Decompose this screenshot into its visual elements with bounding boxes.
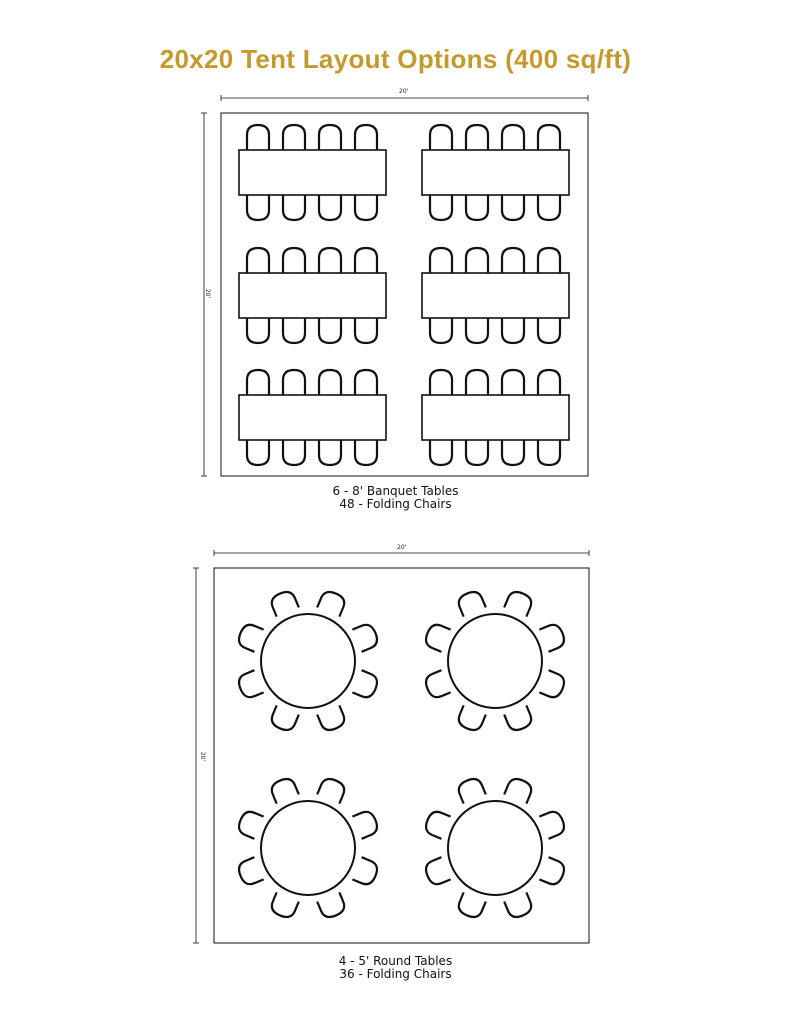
folding-chair <box>430 125 452 150</box>
folding-chair <box>504 589 534 617</box>
round-table-group <box>423 589 567 733</box>
round-layout-diagram <box>193 550 589 943</box>
round-table <box>261 614 355 708</box>
banquet-table <box>239 395 386 440</box>
round-table <box>261 801 355 895</box>
folding-chair <box>269 776 299 804</box>
folding-chair <box>538 195 560 220</box>
folding-chair <box>423 622 451 652</box>
banquet-table-group <box>422 125 569 220</box>
folding-chair <box>456 705 486 733</box>
folding-chair <box>502 440 524 465</box>
folding-chair <box>355 370 377 395</box>
folding-chair <box>247 370 269 395</box>
folding-chair <box>319 370 341 395</box>
folding-chair <box>319 195 341 220</box>
layout1-width-label: 20' <box>399 88 409 95</box>
banquet-table <box>422 150 569 195</box>
folding-chair <box>430 248 452 273</box>
folding-chair <box>456 776 486 804</box>
folding-chair <box>355 248 377 273</box>
round-table-group <box>236 776 380 920</box>
folding-chair <box>502 195 524 220</box>
folding-chair <box>502 318 524 343</box>
folding-chair <box>538 248 560 273</box>
folding-chair <box>539 670 567 700</box>
folding-chair <box>423 857 451 887</box>
layout1-caption-tables: 6 - 8' Banquet Tables <box>332 484 459 498</box>
folding-chair <box>269 892 299 920</box>
layout2-height-label: 20' <box>199 751 207 762</box>
folding-chair <box>430 318 452 343</box>
banquet-table <box>422 273 569 318</box>
banquet-table-group <box>239 248 386 343</box>
page-title: 20x20 Tent Layout Options (400 sq/ft) <box>159 44 632 74</box>
folding-chair <box>317 705 347 733</box>
folding-chair <box>283 370 305 395</box>
folding-chair <box>236 809 264 839</box>
folding-chair <box>352 622 380 652</box>
folding-chair <box>283 440 305 465</box>
folding-chair <box>319 248 341 273</box>
banquet-table-group <box>239 370 386 465</box>
round-table <box>448 614 542 708</box>
folding-chair <box>430 440 452 465</box>
folding-chair <box>456 892 486 920</box>
folding-chair <box>317 892 347 920</box>
folding-chair <box>430 370 452 395</box>
round-table <box>448 801 542 895</box>
folding-chair <box>538 370 560 395</box>
folding-chair <box>319 318 341 343</box>
folding-chair <box>538 125 560 150</box>
folding-chair <box>355 440 377 465</box>
folding-chair <box>502 248 524 273</box>
round-table-group <box>236 589 380 733</box>
banquet-table-group <box>422 248 569 343</box>
layout2-caption-chairs: 36 - Folding Chairs <box>339 967 452 981</box>
folding-chair <box>236 857 264 887</box>
folding-chair <box>317 776 347 804</box>
folding-chair <box>319 440 341 465</box>
folding-chair <box>466 370 488 395</box>
folding-chair <box>504 705 534 733</box>
folding-chair <box>352 809 380 839</box>
folding-chair <box>466 195 488 220</box>
banquet-table <box>239 273 386 318</box>
banquet-table <box>239 150 386 195</box>
folding-chair <box>247 248 269 273</box>
folding-chair <box>355 125 377 150</box>
folding-chair <box>456 589 486 617</box>
layout1-height-label: 20' <box>204 288 212 299</box>
folding-chair <box>247 318 269 343</box>
folding-chair <box>247 440 269 465</box>
folding-chair <box>466 440 488 465</box>
folding-chair <box>502 125 524 150</box>
folding-chair <box>269 589 299 617</box>
tent-outline-2 <box>214 568 589 943</box>
folding-chair <box>236 670 264 700</box>
folding-chair <box>466 248 488 273</box>
round-table-group <box>423 776 567 920</box>
folding-chair <box>352 670 380 700</box>
banquet-table-group <box>422 370 569 465</box>
folding-chair <box>539 622 567 652</box>
layout2-caption-tables: 4 - 5' Round Tables <box>338 954 453 968</box>
folding-chair <box>317 589 347 617</box>
folding-chair <box>466 318 488 343</box>
layout1-caption <box>0 485 791 511</box>
folding-chair <box>430 195 452 220</box>
folding-chair <box>355 195 377 220</box>
folding-chair <box>319 125 341 150</box>
layout2-caption <box>0 955 791 981</box>
folding-chair <box>283 248 305 273</box>
folding-chair <box>269 705 299 733</box>
folding-chair <box>423 670 451 700</box>
folding-chair <box>283 318 305 343</box>
banquet-table-group <box>239 125 386 220</box>
banquet-table <box>422 395 569 440</box>
layout1-caption-chairs: 48 - Folding Chairs <box>339 497 452 511</box>
folding-chair <box>247 125 269 150</box>
folding-chair <box>538 440 560 465</box>
folding-chair <box>539 809 567 839</box>
folding-chair <box>355 318 377 343</box>
folding-chair <box>236 622 264 652</box>
folding-chair <box>283 195 305 220</box>
folding-chair <box>247 195 269 220</box>
folding-chair <box>502 370 524 395</box>
folding-chair <box>539 857 567 887</box>
folding-chair <box>423 809 451 839</box>
folding-chair <box>283 125 305 150</box>
folding-chair <box>504 892 534 920</box>
folding-chair <box>504 776 534 804</box>
folding-chair <box>466 125 488 150</box>
folding-chair <box>352 857 380 887</box>
folding-chair <box>538 318 560 343</box>
layout2-width-label: 20' <box>397 544 407 551</box>
banquet-layout-diagram <box>201 95 588 476</box>
